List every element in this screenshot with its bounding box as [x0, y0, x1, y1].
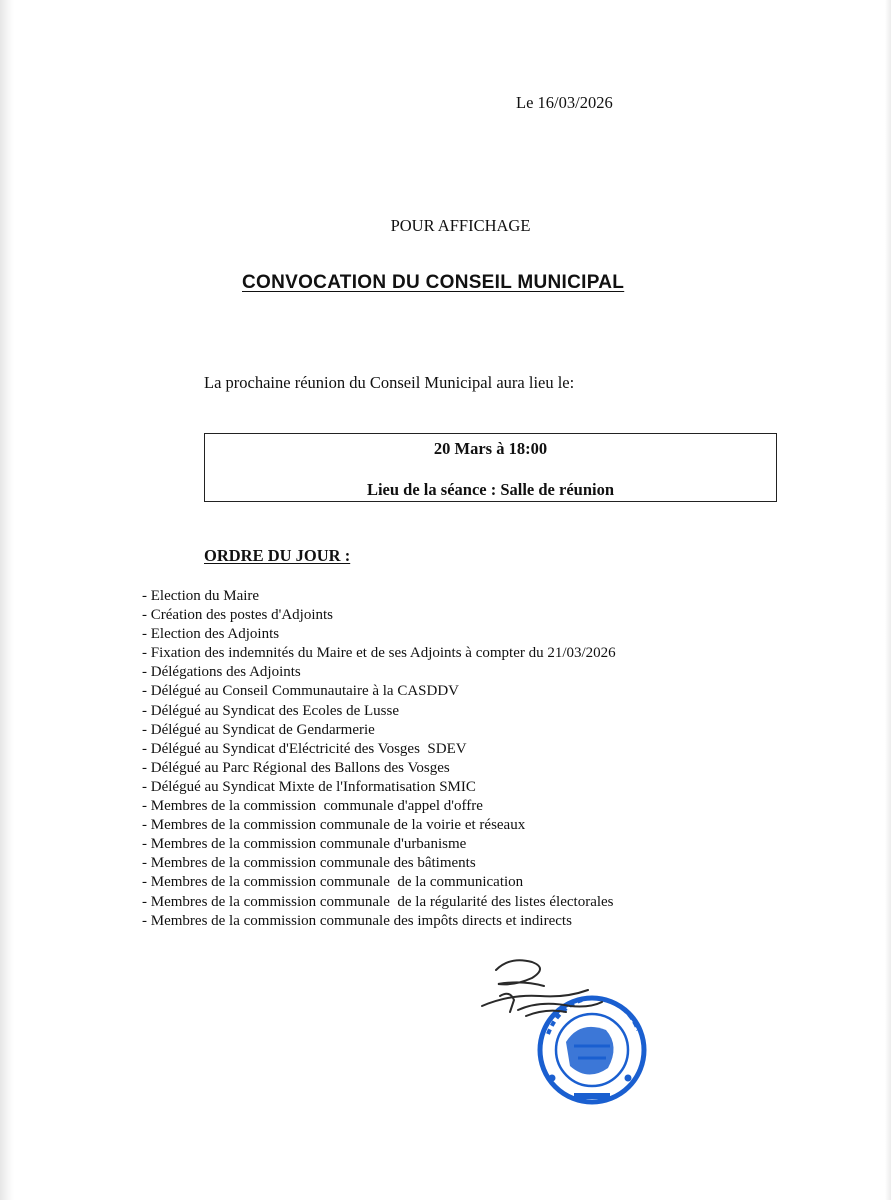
- signature-and-stamp: [470, 950, 670, 1110]
- document-title: CONVOCATION DU CONSEIL MUNICIPAL: [242, 272, 625, 293]
- agenda-item: - Délégué au Conseil Communautaire à la CASDDV: [142, 682, 616, 701]
- agenda-item: - Membres de la commission communale d'appel d'offre: [142, 797, 616, 816]
- agenda-item: - Membres de la commission communale de la régularité des listes électorales: [142, 893, 616, 912]
- document-date: Le 16/03/2026: [516, 93, 613, 112]
- agenda-item: - Fixation des indemnités du Maire et de ses Adjoints à compter du 21/03/2026: [142, 644, 616, 663]
- agenda-list: [142, 587, 616, 931]
- agenda-item: - Membres de la commission communale des bâtiments: [142, 854, 616, 873]
- agenda-item: - Délégations des Adjoints: [142, 663, 616, 682]
- signature-icon: [482, 960, 602, 1016]
- agenda-item: - Membres de la commission communale des impôts directs et indirects: [142, 912, 616, 931]
- meeting-place: Lieu de la séance : Salle de réunion: [366, 480, 615, 499]
- intro-text: La prochaine réunion du Conseil Municipal aura lieu le:: [204, 373, 575, 392]
- agenda-item: - Délégué au Syndicat de Gendarmerie: [142, 721, 616, 740]
- agenda-item: - Délégué au Parc Régional des Ballons des Vosges: [142, 759, 616, 778]
- agenda-heading: ORDRE DU JOUR :: [204, 546, 351, 565]
- agenda-item: - Membres de la commission communale d'urbanisme: [142, 835, 616, 854]
- agenda-item: - Création des postes d'Adjoints: [142, 606, 616, 625]
- mairie-stamp-icon: [540, 998, 644, 1102]
- meeting-info-box: [204, 433, 777, 502]
- agenda-item: - Délégué au Syndicat d'Eléctricité des Vosges SDEV: [142, 740, 616, 759]
- agenda-item: - Election des Adjoints: [142, 625, 616, 644]
- meeting-datetime: 20 Mars à 18:00: [433, 439, 548, 458]
- page-edge-shadow-right: [885, 0, 891, 1200]
- posting-notice: POUR AFFICHAGE: [390, 216, 531, 235]
- agenda-item: - Membres de la commission communale de la voirie et réseaux: [142, 816, 616, 835]
- agenda-item: - Délégué au Syndicat Mixte de l'Informatisation SMIC: [142, 778, 616, 797]
- agenda-item: - Election du Maire: [142, 587, 616, 606]
- agenda-item: - Membres de la commission communale de la communication: [142, 873, 616, 892]
- agenda-item: - Délégué au Syndicat des Ecoles de Lusse: [142, 702, 616, 721]
- page-edge-shadow: [0, 0, 14, 1200]
